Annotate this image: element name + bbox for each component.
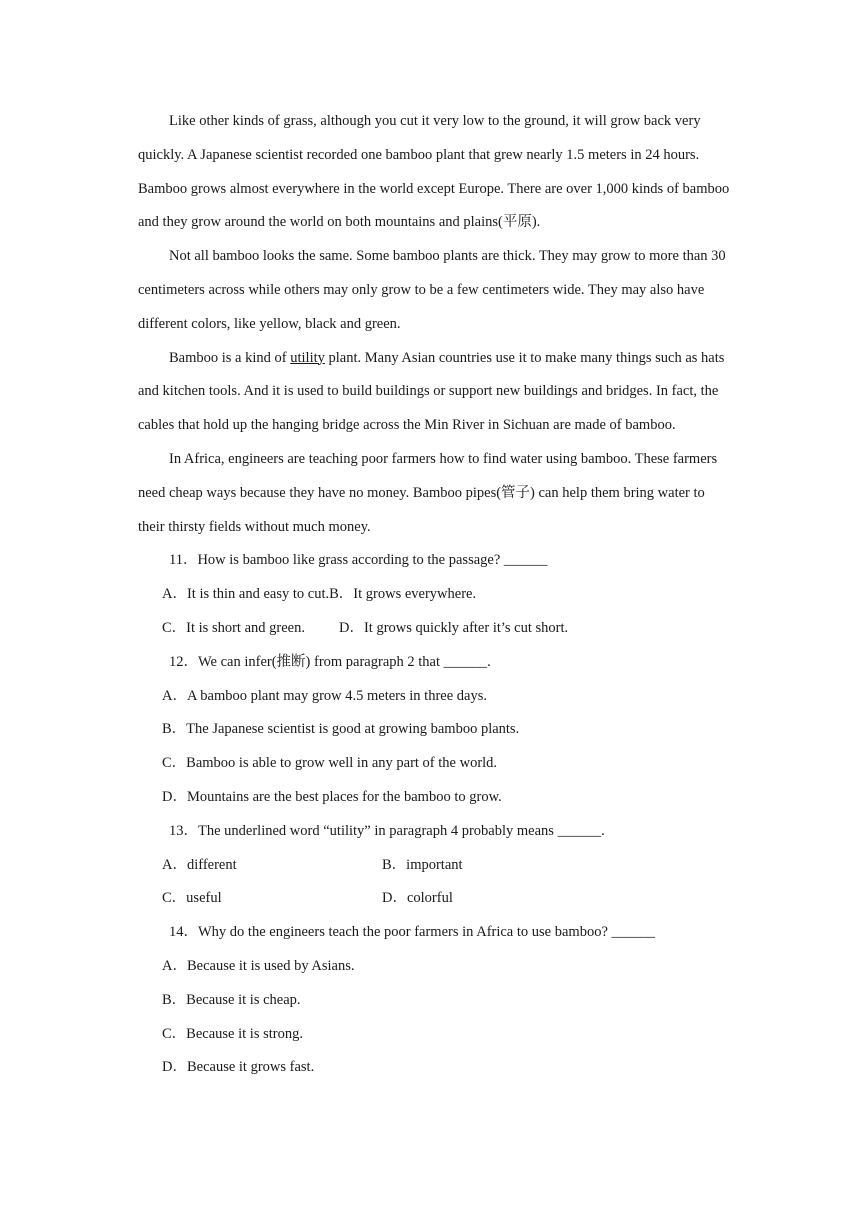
question-11-options-row-2 <box>138 612 733 646</box>
passage-paragraph-2-text: Not all bamboo looks the same. Some bamboo plants are thick. They may grow to more than 30 centimeters across while others may only grow to be a few centimeters wide. They may also have different colors, like yellow, black and green. <box>138 248 726 332</box>
question-14-option-b: B．Because it is cheap. <box>162 991 301 1008</box>
passage-paragraph-3-text <box>138 342 733 443</box>
passage-paragraph-1 <box>138 105 733 240</box>
question-12-stem: 12．We can infer(推断) from paragraph 2 that ______. <box>169 653 491 670</box>
question-12-option-c: C．Bamboo is able to grow well in any part of the world. <box>162 755 498 772</box>
question-12-option-d: D．Mountains are the best places for the bamboo to grow. <box>162 788 502 805</box>
question-11-options-row-1 <box>138 578 733 612</box>
question-12-option-b: B．The Japanese scientist is good at growing bamboo plants. <box>162 721 520 738</box>
question-12-option-a: A．A bamboo plant may grow 4.5 meters in three days. <box>162 687 487 704</box>
question-11-stem: 11．How is bamboo like grass according to the passage? ______ <box>169 552 548 569</box>
question-13-stem: 13．The underlined word “utility” in paragraph 4 probably means ______. <box>169 822 605 839</box>
passage-paragraph-2 <box>138 240 733 341</box>
passage-paragraph-3 <box>138 342 733 443</box>
question-14-option-d: D．Because it grows fast. <box>162 1059 315 1076</box>
question-13-option-d: D．colorful <box>382 890 453 907</box>
document-page <box>138 105 733 1085</box>
question-14-option-a: A．Because it is used by Asians. <box>162 957 355 974</box>
question-13-option-b: B．important <box>382 856 463 873</box>
passage-paragraph-3-end: plant. Many Asian countries use it to make many things such as hats and kitchen tools. And it is used to build buildings or support new buildings and bridges. In fact, the cables that hold up the hanging bridge across the Min River in Sichuan are made of bamboo. <box>138 349 725 434</box>
passage-paragraph-4-text: In Africa, engineers are teaching poor farmers how to find water using bamboo. These farmers need cheap ways because they have no money. Bamboo pipes(管子) can help them bring water to their thirsty fields without much money. <box>138 450 718 535</box>
underlined-word-utility: utility <box>290 349 325 366</box>
question-11-option-d: D．It grows quickly after it’s cut short. <box>339 619 569 636</box>
question-13-options-row-1 <box>138 849 733 883</box>
passage-paragraph-1-text: Like other kinds of grass, although you cut it very low to the ground, it will grow back very quickly. A Japanese scientist recorded one bamboo plant that grew nearly 1.5 meters in 24 hours. Bamboo grows almost everywhere in the world except Europe. There are over 1,000 kinds of bamboo and they grow around the world on both mountains and plains(平原). <box>138 113 730 231</box>
question-13-options-row-2 <box>138 882 733 916</box>
question-11-option-c: C．It is short and green. <box>162 619 305 636</box>
question-13-option-a: A．different <box>162 856 237 873</box>
question-11-option-b: B．It grows everywhere. <box>329 586 477 603</box>
passage-paragraph-4 <box>138 443 733 544</box>
passage-paragraph-3-start: Bamboo is a kind of <box>169 349 291 366</box>
question-13-option-c: C．useful <box>162 890 222 907</box>
question-14-option-c: C．Because it is strong. <box>162 1025 303 1042</box>
question-14-stem: 14．Why do the engineers teach the poor farmers in Africa to use bamboo? ______ <box>169 924 656 941</box>
question-11-option-a: A．It is thin and easy to cut. <box>162 586 330 603</box>
